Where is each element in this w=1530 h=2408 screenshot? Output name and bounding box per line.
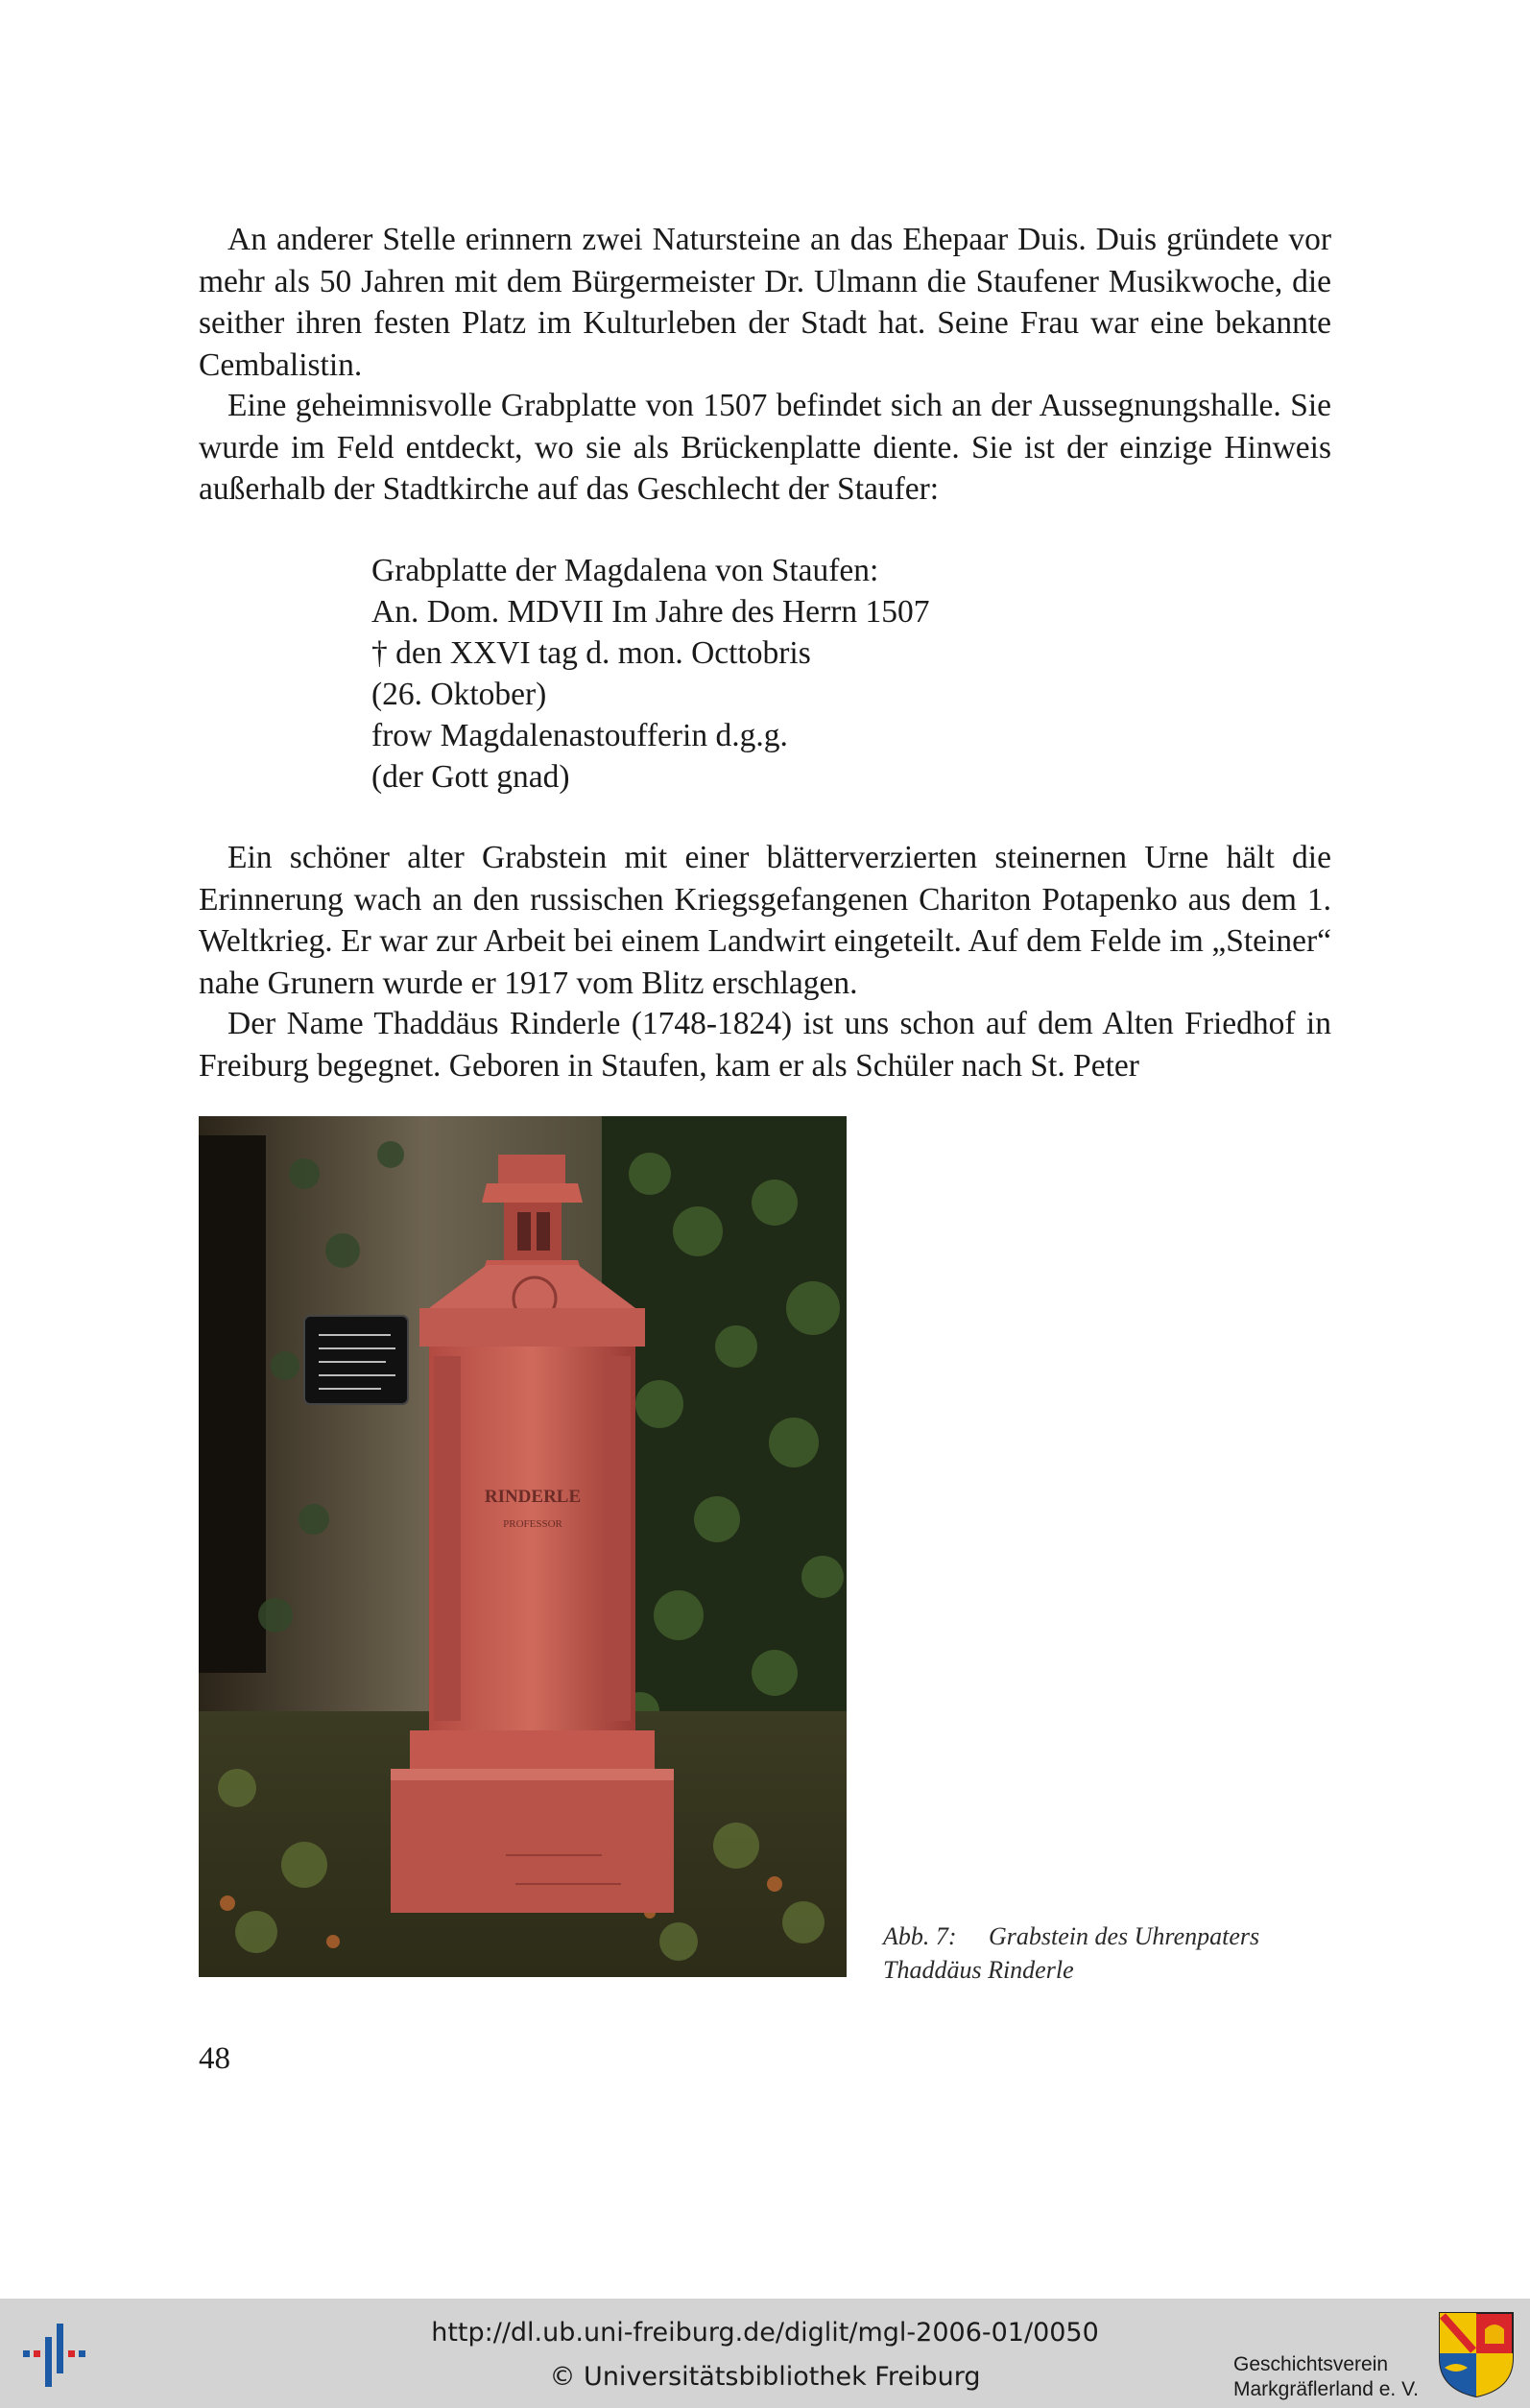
- paragraph-duis: An anderer Stelle erinnern zwei Natursteine an das Ehepaar Duis. Duis gründete vor mehr als 50 Jahren mit dem Bürgermeister Dr. Ulmann die Staufener Musikwoche, die seither ihren festen Platz im Kulturleben der Stadt hat. Seine Frau war eine bekannte Cembalistin.: [199, 222, 1331, 383]
- inscription-line: (26. Oktober): [371, 677, 547, 712]
- footer-url-link[interactable]: http://dl.ub.uni-freiburg.de/diglit/mgl-2006-01/0050: [431, 2318, 1099, 2348]
- footer-url: [0, 2318, 1530, 2348]
- caption-line: Grabstein des Uhrenpaters: [989, 1922, 1260, 1950]
- inscription-block: [371, 550, 929, 798]
- paragraph-potapenko: Ein schöner alter Grabstein mit einer blätterverzierten steinernen Urne hält die Erinnerung wach an den russischen Kriegsgefangenen Chariton Potapenko aus dem 1. Weltkrieg. Er war zur Arbeit bei einem Landwirt eingeteilt. Auf dem Felde im „Steiner“ nahe Grunern wurde er 1917 vom Blitz erschlagen.: [199, 840, 1331, 1001]
- inscription-line: frow Magdalenastoufferin d.g.g.: [371, 718, 788, 753]
- page-number: 48: [199, 2041, 230, 2076]
- stone-title-text: PROFESSOR: [503, 1518, 562, 1530]
- inscription-line: (der Gott gnad): [371, 759, 570, 795]
- inscription-line: An. Dom. MDVII Im Jahre des Herrn 1507: [371, 594, 930, 630]
- stone-name-text: RINDERLE: [484, 1487, 582, 1507]
- figure-caption: [883, 1919, 1325, 1987]
- society-name: Geschichtsverein Markgräflerland e. V.: [1233, 2353, 1419, 2400]
- inscription-line: † den XXVI tag d. mon. Octtobris: [371, 635, 811, 671]
- caption-label: Abb. 7:: [883, 1922, 957, 1950]
- society-crest-icon: [1437, 2310, 1516, 2403]
- paragraph-grabplatte: Eine geheimnisvolle Grabplatte von 1507 befindet sich an der Aussegnungshalle. Sie wurde im Feld entdeckt, wo sie als Brückenplatte diente. Sie ist der einzige Hinweis außerhalb der Stadtkirche auf das Geschlecht der Staufer:: [199, 388, 1331, 507]
- paragraph-rinderle: Der Name Thaddäus Rinderle (1748-1824) ist uns schon auf dem Alten Friedhof in Freiburg begegnet. Geboren in Staufen, kam er als Schüler nach St. Peter: [199, 1006, 1331, 1084]
- footer-copyright: © Universitätsbibliothek Freiburg: [549, 2362, 981, 2392]
- caption-line: Thaddäus Rinderle: [883, 1956, 1074, 1984]
- footer-bar: [0, 2299, 1530, 2408]
- inscription-line: Grabplatte der Magdalena von Staufen:: [371, 553, 879, 588]
- gravestone-photo: [199, 1116, 847, 1977]
